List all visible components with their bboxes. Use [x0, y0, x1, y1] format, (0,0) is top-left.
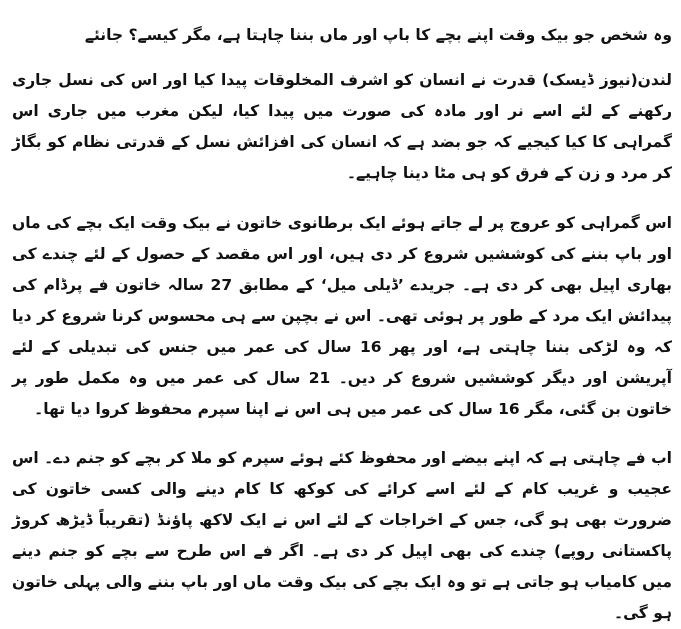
article-paragraph-intro: لندن(نیوز ڈیسک) قدرت نے انسان کو اشرف المخلوقات پیدا کیا اور اس کی نسل جاری رکھنے کے لئے اسے نر اور مادہ کی صورت میں پیدا کیا، لیکن مغرب میں جاری اس گمراہی کا کیا کیجیے کہ جو بضد ہے کہ انسان کی افزائش نسل کے قدرتی نظام کو بگاڑ کر مرد و زن کے فرق کو ہی مٹا دینا چاہیے۔ — [12, 71, 672, 182]
article-paragraph-background: اس گمراہی کو عروج پر لے جاتے ہوئے ایک برطانوی خاتون نے بیک وقت ایک بچے کی ماں اور باپ بننے کی کوششیں شروع کر دی ہیں، اور اس مقصد کے حصول کے لئے چندے کی بھاری اپیل بھی کر دی ہے۔ جریدے ’ڈیلی میل‘ کے مطابق 27 سالہ خاتون فے پرڈام کی پیدائش ایک مرد کے طور پر ہوئی تھی۔ اس نے بچپن سے ہی محسوس کرنا شروع کر دیا کہ وہ لڑکی بننا چاہتی ہے، اور پھر 16 سال کی عمر میں جنس کی تبدیلی کے لئے آپریشن اور دیگر کوششیں شروع کر دیں۔ 21 سال کی عمر میں وہ مکمل طور پر خاتون بن گئی، مگر 16 سال کی عمر میں ہی اس نے اپنا سپرم محفوظ کروا دیا تھا۔ — [12, 214, 672, 418]
article-headline: وہ شخص جو بیک وقت اپنے بچے کا باپ اور ماں بننا چاہتا ہے، مگر کیسے؟ جانئے — [84, 26, 672, 44]
article-paragraph-appeal: اب فے چاہتی ہے کہ اپنے بیضے اور محفوظ کئے ہوئے سپرم کو ملا کر بچے کو جنم دے۔ اس عجیب و غریب کام کے لئے اسے کرائے کی کوکھ کا کام دینے والی کسی خاتون کی ضرورت بھی ہو گی، جس کے اخراجات کے لئے اس نے ایک لاکھ پاؤنڈ (تقریباً ڈیڑھ کروڑ پاکستانی روپے) چندے کی بھی اپیل کر دی ہے۔ اگر فے اس طرح سے بچے کو جنم دینے میں کامیاب ہو جاتی ہے تو وہ ایک بچے کی بیک وقت ماں اور باپ بننے والی پہلی خاتون ہو گی۔ — [12, 449, 672, 622]
